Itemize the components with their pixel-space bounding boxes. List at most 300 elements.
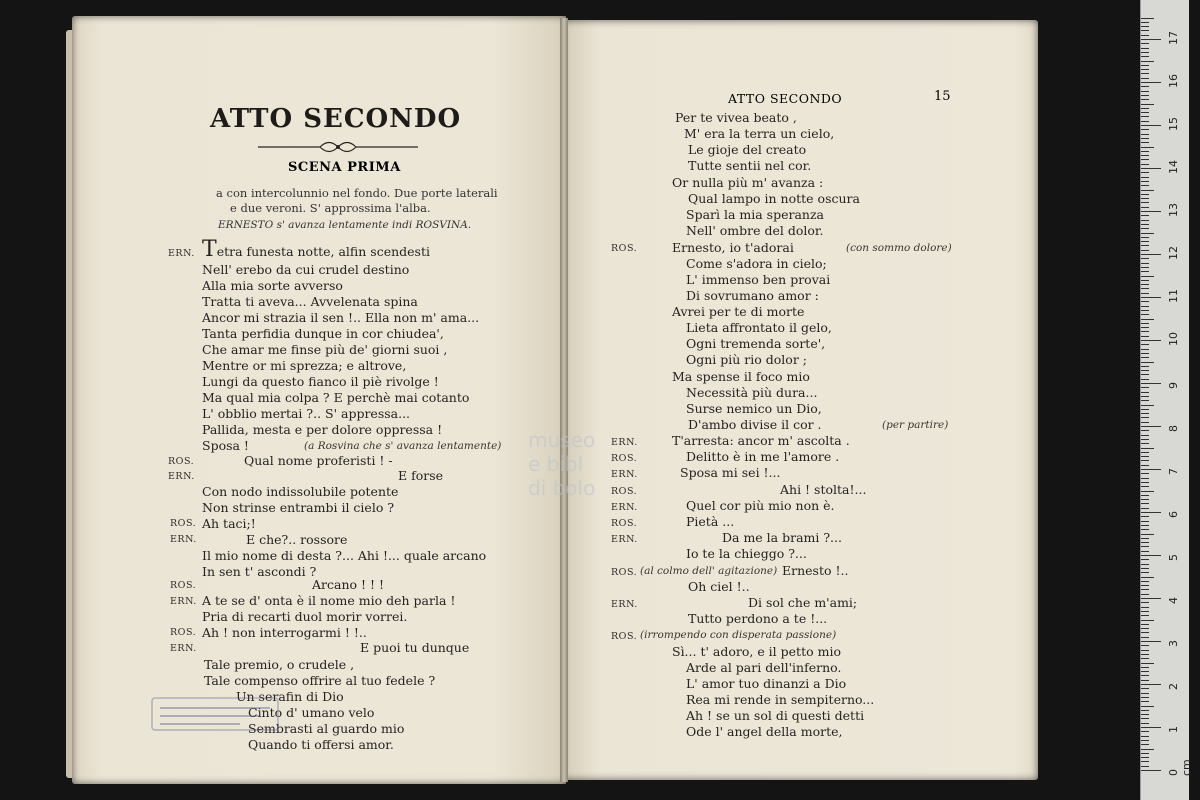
ruler-number: 7 <box>1167 468 1180 475</box>
ruler-tick <box>1141 276 1154 277</box>
ruler-tick <box>1141 340 1161 341</box>
ruler-tick <box>1141 387 1149 388</box>
ruler-tick <box>1141 82 1161 83</box>
ruler-tick <box>1141 43 1149 44</box>
ruler-tick <box>1141 448 1154 449</box>
verse-line: Pietà ... <box>686 514 735 529</box>
ruler-tick <box>1141 749 1154 750</box>
ruler-number: 6 <box>1167 511 1180 518</box>
verse-line: Ogni più rio dolor ; <box>686 352 807 367</box>
verse-line: Con nodo indissolubile potente <box>202 484 399 499</box>
ruler-tick <box>1141 22 1149 23</box>
ruler-tick <box>1141 495 1149 496</box>
ruler-tick <box>1141 727 1161 728</box>
ruler-tick <box>1141 766 1149 767</box>
ruler-tick <box>1141 559 1149 560</box>
verse-line: Per te vivea beato , <box>675 110 797 125</box>
verse-line: Quel cor più mio non è. <box>686 498 835 513</box>
drop-cap: T <box>202 237 217 262</box>
setting-description-line: e due veroni. S' approssima l'alba. <box>230 201 431 215</box>
ruler-tick <box>1141 654 1149 655</box>
verse-line: Sposa ! <box>202 438 249 453</box>
verse-line: E puoi tu dunque <box>360 640 470 655</box>
ruler-tick <box>1141 26 1149 27</box>
ruler-tick <box>1141 400 1149 401</box>
ruler-tick <box>1141 753 1149 754</box>
verse-line: Tratta ti aveva... Avvelenata spina <box>202 294 418 309</box>
ruler-tick <box>1141 757 1149 758</box>
verse-line: Surse nemico un Dio, <box>686 401 822 416</box>
verse-line: M' era la terra un cielo, <box>684 126 835 141</box>
ruler-tick <box>1141 331 1149 332</box>
ruler-tick <box>1141 568 1149 569</box>
ruler-tick <box>1141 706 1154 707</box>
stage-direction: (irrompendo con disperata passione) <box>640 629 837 641</box>
speaker-label: ERN. <box>170 534 197 545</box>
ruler-tick <box>1141 142 1149 143</box>
speaker-label: ERN. <box>611 599 638 610</box>
entrance-direction: ERNESTO s' avanza lentamente indi ROSVINA. <box>218 219 472 231</box>
ruler-tick <box>1141 215 1149 216</box>
verse-line: Tutte sentii nel cor. <box>688 158 812 173</box>
verse-line: Ernesto, io t'adorai <box>672 240 794 255</box>
verse-line: Le gioje del creato <box>688 142 807 157</box>
ruler-tick <box>1141 624 1149 625</box>
ruler-tick <box>1141 555 1161 556</box>
ruler-tick <box>1141 61 1154 62</box>
ruler-tick <box>1141 121 1149 122</box>
ruler-tick <box>1141 155 1149 156</box>
ruler-tick <box>1141 701 1149 702</box>
ornament-divider-icon <box>258 141 418 153</box>
ruler-tick <box>1141 529 1149 530</box>
ruler-tick <box>1141 688 1149 689</box>
verse-line: Ma spense il foco mio <box>672 369 810 384</box>
speaker-label: ERN. <box>170 643 197 654</box>
verse-line: Tale premio, o crudele , <box>204 657 355 672</box>
verse-line: L' immenso ben provai <box>686 272 831 287</box>
ruler-tick <box>1141 258 1149 259</box>
ruler-tick <box>1141 336 1149 337</box>
ruler-tick <box>1141 577 1154 578</box>
ruler-tick <box>1141 370 1149 371</box>
ruler-tick <box>1141 30 1149 31</box>
ruler-tick <box>1141 615 1149 616</box>
ruler-number: 14 <box>1167 160 1180 174</box>
ruler-tick <box>1141 512 1161 513</box>
verse-line: Qual nome proferisti ! - <box>244 453 393 468</box>
ruler-tick <box>1141 770 1161 771</box>
ruler-tick <box>1141 267 1149 268</box>
verse-line: Delitto è in me l'amore . <box>686 449 840 464</box>
ruler-tick <box>1141 280 1149 281</box>
ruler-tick <box>1141 697 1149 698</box>
verse-line: Ernesto !.. <box>782 563 849 578</box>
ruler-tick <box>1141 680 1149 681</box>
ruler-number: 16 <box>1167 74 1180 88</box>
ruler-number: 0 cm <box>1167 759 1193 776</box>
ruler-tick <box>1141 237 1149 238</box>
speaker-label: ROS. <box>611 453 638 464</box>
speaker-label: ROS. <box>170 580 197 591</box>
ruler-tick <box>1141 396 1149 397</box>
ruler-tick <box>1141 379 1149 380</box>
ruler-tick <box>1141 572 1149 573</box>
ruler-tick <box>1141 628 1149 629</box>
ruler-tick <box>1141 439 1149 440</box>
library-stamp-icon <box>150 696 280 732</box>
ruler-tick <box>1141 254 1161 255</box>
running-head: ATTO SECONDO <box>728 91 843 106</box>
ruler-tick <box>1141 383 1161 384</box>
ruler-tick <box>1141 288 1149 289</box>
verse-line: Pria di recarti duol morir vorrei. <box>202 609 408 624</box>
ruler-tick <box>1141 744 1149 745</box>
ruler-number: 3 <box>1167 640 1180 647</box>
ruler-tick <box>1141 409 1149 410</box>
ruler-tick <box>1141 417 1149 418</box>
ruler-tick <box>1141 731 1149 732</box>
ruler-number: 9 <box>1167 382 1180 389</box>
ruler-tick <box>1141 202 1149 203</box>
ruler-tick <box>1141 194 1149 195</box>
verse-line: Ahi ! stolta!... <box>780 482 867 497</box>
verse-line: Lieta affrontato il gelo, <box>686 320 832 335</box>
ruler-tick <box>1141 172 1149 173</box>
ruler-tick <box>1141 138 1149 139</box>
ruler-tick <box>1141 35 1149 36</box>
ruler-tick <box>1141 581 1149 582</box>
ruler-tick <box>1141 134 1149 135</box>
ruler-tick <box>1141 52 1149 53</box>
ruler-tick <box>1141 104 1154 105</box>
ruler-tick <box>1141 598 1161 599</box>
ruler-tick <box>1141 357 1149 358</box>
ruler-tick <box>1141 241 1149 242</box>
ruler-tick <box>1141 426 1161 427</box>
ruler-tick <box>1141 112 1149 113</box>
ruler-tick <box>1141 658 1149 659</box>
ruler-tick <box>1141 435 1149 436</box>
verse-line: Da me la brami ?... <box>722 530 842 545</box>
ruler-number: 13 <box>1167 203 1180 217</box>
scene-heading: SCENA PRIMA <box>288 160 401 175</box>
ruler-tick <box>1141 637 1149 638</box>
speaker-label: ROS. <box>611 567 638 578</box>
verse-line: Sembrasti al guardo mio <box>248 721 405 736</box>
ruler-tick <box>1141 422 1149 423</box>
ruler-tick <box>1141 18 1154 19</box>
ruler-tick <box>1141 611 1149 612</box>
ruler-tick <box>1141 465 1149 466</box>
verse-line: T'arresta: ancor m' ascolta . <box>672 433 850 448</box>
ruler-tick <box>1141 344 1149 345</box>
verse-line: Tale compenso offrire al tuo fedele ? <box>204 673 436 688</box>
ruler-tick <box>1141 86 1149 87</box>
ruler-tick <box>1141 620 1154 621</box>
ruler-tick <box>1141 125 1161 126</box>
verse-line: E che?.. rossore <box>246 532 348 547</box>
ruler-tick <box>1141 224 1149 225</box>
ruler-tick <box>1141 594 1149 595</box>
verse-line: Nell' erebo da cui crudel destino <box>202 262 410 277</box>
ruler-tick <box>1141 306 1149 307</box>
speaker-label: ROS. <box>170 627 197 638</box>
ruler-tick <box>1141 740 1149 741</box>
verse-line: Un serafin di Dio <box>236 689 344 704</box>
ruler-tick <box>1141 190 1154 191</box>
ruler-tick <box>1141 233 1154 234</box>
verse-line: Alla mia sorte avverso <box>202 278 343 293</box>
ruler-number: 2 <box>1167 683 1180 690</box>
ruler-tick <box>1141 211 1161 212</box>
verse-line: A te se d' onta è il nome mio deh parla ! <box>202 593 456 608</box>
verse-line: Ogni tremenda sorte', <box>686 336 826 351</box>
verse-line: Pallida, mesta e per dolore oppressa ! <box>202 422 443 437</box>
ruler-tick <box>1141 564 1149 565</box>
ruler-tick <box>1141 108 1149 109</box>
ruler-tick <box>1141 456 1149 457</box>
ruler-number: 5 <box>1167 554 1180 561</box>
ruler-tick <box>1141 736 1149 737</box>
verse-line: Quando ti offersi amor. <box>248 737 394 752</box>
ruler-tick <box>1141 589 1149 590</box>
ruler-tick <box>1141 151 1149 152</box>
ruler-tick <box>1141 293 1149 294</box>
ruler-tick <box>1141 452 1149 453</box>
ruler-tick <box>1141 284 1149 285</box>
speaker-label: ERN. <box>611 469 638 480</box>
ruler-tick <box>1141 675 1149 676</box>
ruler-tick <box>1141 491 1154 492</box>
ruler-tick <box>1141 761 1149 762</box>
ruler-tick <box>1141 538 1149 539</box>
ruler-tick <box>1141 48 1149 49</box>
ruler-tick <box>1141 319 1154 320</box>
ruler-tick <box>1141 723 1149 724</box>
ruler-tick <box>1141 503 1149 504</box>
ruler-tick <box>1141 693 1149 694</box>
verse-line: Rea mi rende in sempiterno... <box>686 692 875 707</box>
verse-line: Sparì la mia speranza <box>686 207 824 222</box>
ruler-tick <box>1141 185 1149 186</box>
speaker-label: ERN. <box>611 437 638 448</box>
stage-direction: (a Rosvina che s' avanza lentamente) <box>304 440 502 452</box>
verse-line: Non strinse entrambi il cielo ? <box>202 500 395 515</box>
ruler-number: 12 <box>1167 246 1180 260</box>
ruler-tick <box>1141 684 1161 685</box>
speaker-label: ERN. <box>168 248 195 259</box>
ruler-tick <box>1141 632 1149 633</box>
ruler-tick <box>1141 220 1149 221</box>
ruler-tick <box>1141 327 1149 328</box>
ruler-tick <box>1141 521 1149 522</box>
speaker-label: ROS. <box>168 456 195 467</box>
verse-line: Ah ! non interrogarmi ! !.. <box>202 625 367 640</box>
verse-line: Il mio nome di desta ?... Ahi !... quale arcano <box>202 548 487 563</box>
ruler-tick <box>1141 147 1154 148</box>
ruler-tick <box>1141 164 1149 165</box>
ruler-tick <box>1141 349 1149 350</box>
ruler-tick <box>1141 198 1149 199</box>
ruler-tick <box>1141 374 1149 375</box>
page-number: 15 <box>934 89 951 104</box>
verse-line: L' amor tuo dinanzi a Dio <box>686 676 847 691</box>
stage-direction: (al colmo dell' agitazione) <box>640 565 778 577</box>
ruler-tick <box>1141 534 1154 535</box>
verse-line: Necessità più dura... <box>686 385 818 400</box>
ruler-tick <box>1141 663 1154 664</box>
ruler-tick <box>1141 73 1149 74</box>
speaker-label: ROS. <box>611 486 638 497</box>
speaker-label: ERN. <box>168 471 195 482</box>
verse-line: Nell' ombre del dolor. <box>686 223 824 238</box>
verse-line: Tetra funesta notte, alfin scendesti <box>202 237 430 262</box>
ruler-tick <box>1141 602 1149 603</box>
stage-direction: (con sommo dolore) <box>846 242 952 254</box>
ruler-tick <box>1141 650 1149 651</box>
watermark: museo e bibl di bolo <box>528 428 596 500</box>
ruler-tick <box>1141 245 1149 246</box>
ruler-tick <box>1141 516 1149 517</box>
setting-description-line: a con intercolunnio nel fondo. Due porte laterali <box>216 186 498 200</box>
ruler-tick <box>1141 430 1149 431</box>
ruler-tick <box>1141 473 1149 474</box>
verse-line: Oh ciel !.. <box>688 579 750 594</box>
ruler-tick <box>1141 585 1149 586</box>
verse-line: Sposa mi sei !... <box>680 465 781 480</box>
speaker-label: ROS. <box>170 518 197 529</box>
verse-line: Or nulla più m' avanza : <box>672 175 824 190</box>
ruler-tick <box>1141 228 1149 229</box>
speaker-label: ERN. <box>611 502 638 513</box>
verse-line: Tanta perfidia dunque in cor chiudea', <box>202 326 444 341</box>
verse-line: Di sol che m'ami; <box>748 595 858 610</box>
ruler-tick <box>1141 353 1149 354</box>
ruler-tick <box>1141 95 1149 96</box>
ruler-tick <box>1141 177 1149 178</box>
verse-line: Ah ! se un sol di questi detti <box>686 708 865 723</box>
ruler-tick <box>1141 116 1149 117</box>
ruler-tick <box>1141 314 1149 315</box>
ruler-tick <box>1141 366 1149 367</box>
ruler-tick <box>1141 718 1149 719</box>
ruler-tick <box>1141 671 1149 672</box>
ruler-tick <box>1141 413 1149 414</box>
ruler-tick <box>1141 310 1149 311</box>
ruler-tick <box>1141 362 1154 363</box>
verse-line: E forse <box>398 468 444 483</box>
ruler-tick <box>1141 525 1149 526</box>
ruler-tick <box>1141 392 1149 393</box>
verse-line: Ah taci;! <box>202 516 256 531</box>
ruler-tick <box>1141 271 1149 272</box>
ruler-tick <box>1141 69 1149 70</box>
ruler-tick <box>1141 478 1149 479</box>
measurement-ruler <box>1140 0 1193 800</box>
verse-line: D'ambo divise il cor . <box>688 417 822 432</box>
ruler-tick <box>1141 641 1161 642</box>
ruler-tick <box>1141 645 1149 646</box>
verse-line: In sen t' ascondi ? <box>202 564 317 579</box>
ruler-tick <box>1141 129 1149 130</box>
ruler-tick <box>1141 250 1149 251</box>
verse-line: Arcano ! ! ! <box>312 577 385 592</box>
stage-direction: (per partire) <box>882 419 949 431</box>
verse-line: Lungi da questo fianco il piè rivolge ! <box>202 374 439 389</box>
ruler-tick <box>1141 91 1149 92</box>
verse-line: Cinto d' umano velo <box>248 705 375 720</box>
ruler-tick <box>1141 469 1161 470</box>
verse-line: Io te la chieggo ?... <box>686 546 807 561</box>
ruler-tick <box>1141 263 1149 264</box>
speaker-label: ERN. <box>611 534 638 545</box>
ruler-tick <box>1141 486 1149 487</box>
ruler-number: 11 <box>1167 289 1180 303</box>
ruler-tick <box>1141 667 1149 668</box>
ruler-tick <box>1141 78 1149 79</box>
verse-line: Qual lampo in notte oscura <box>688 191 860 206</box>
ruler-tick <box>1141 443 1149 444</box>
verse-line: L' obblio mertai ?.. S' appressa... <box>202 406 411 421</box>
ruler-number: 4 <box>1167 597 1180 604</box>
verse-line: Arde al pari dell'inferno. <box>686 660 842 675</box>
ruler-tick <box>1141 499 1149 500</box>
speaker-label: ROS. <box>611 631 638 642</box>
ruler-tick <box>1141 546 1149 547</box>
ruler-tick <box>1141 65 1149 66</box>
verse-line: Tutto perdono a te !... <box>688 611 828 626</box>
ruler-tick <box>1141 551 1149 552</box>
act-title: ATTO SECONDO <box>210 104 462 134</box>
ruler-tick <box>1141 181 1149 182</box>
ruler-tick <box>1141 207 1149 208</box>
ruler-tick <box>1141 710 1149 711</box>
verse-line: Ancor mi strazia il sen !.. Ella non m' ama... <box>202 310 480 325</box>
book-gutter <box>560 18 568 782</box>
verse-line: Mentre or mi sprezza; e altrove, <box>202 358 407 373</box>
verse-line: Sì... t' adoro, e il petto mio <box>672 644 841 659</box>
ruler-tick <box>1141 159 1149 160</box>
verse-line: Ode l' angel della morte, <box>686 724 843 739</box>
ruler-tick <box>1141 508 1149 509</box>
speaker-label: ERN. <box>170 596 197 607</box>
speaker-label: ROS. <box>611 518 638 529</box>
ruler-number: 15 <box>1167 117 1180 131</box>
ruler-number: 1 <box>1167 726 1180 733</box>
verse-line: Di sovrumano amor : <box>686 288 819 303</box>
ruler-tick <box>1141 297 1161 298</box>
ruler-tick <box>1141 99 1149 100</box>
ruler-number: 17 <box>1167 31 1180 45</box>
ruler-tick <box>1141 714 1149 715</box>
ruler-tick <box>1141 323 1149 324</box>
ruler-tick <box>1141 460 1149 461</box>
verse-line: Ma qual mia colpa ? E perchè mai cotanto <box>202 390 470 405</box>
speaker-label: ROS. <box>611 243 638 254</box>
ruler-tick <box>1141 168 1161 169</box>
verse-line: Come s'adora in cielo; <box>686 256 827 271</box>
ruler-tick <box>1141 39 1161 40</box>
ruler-tick <box>1141 405 1154 406</box>
ruler-number: 8 <box>1167 425 1180 432</box>
ruler-tick <box>1141 301 1149 302</box>
verse-line: Che amar me finse più de' giorni suoi , <box>202 342 448 357</box>
ruler-number: 10 <box>1167 332 1180 346</box>
ruler-tick <box>1141 56 1149 57</box>
ruler-tick <box>1141 607 1149 608</box>
ruler-tick <box>1141 542 1149 543</box>
